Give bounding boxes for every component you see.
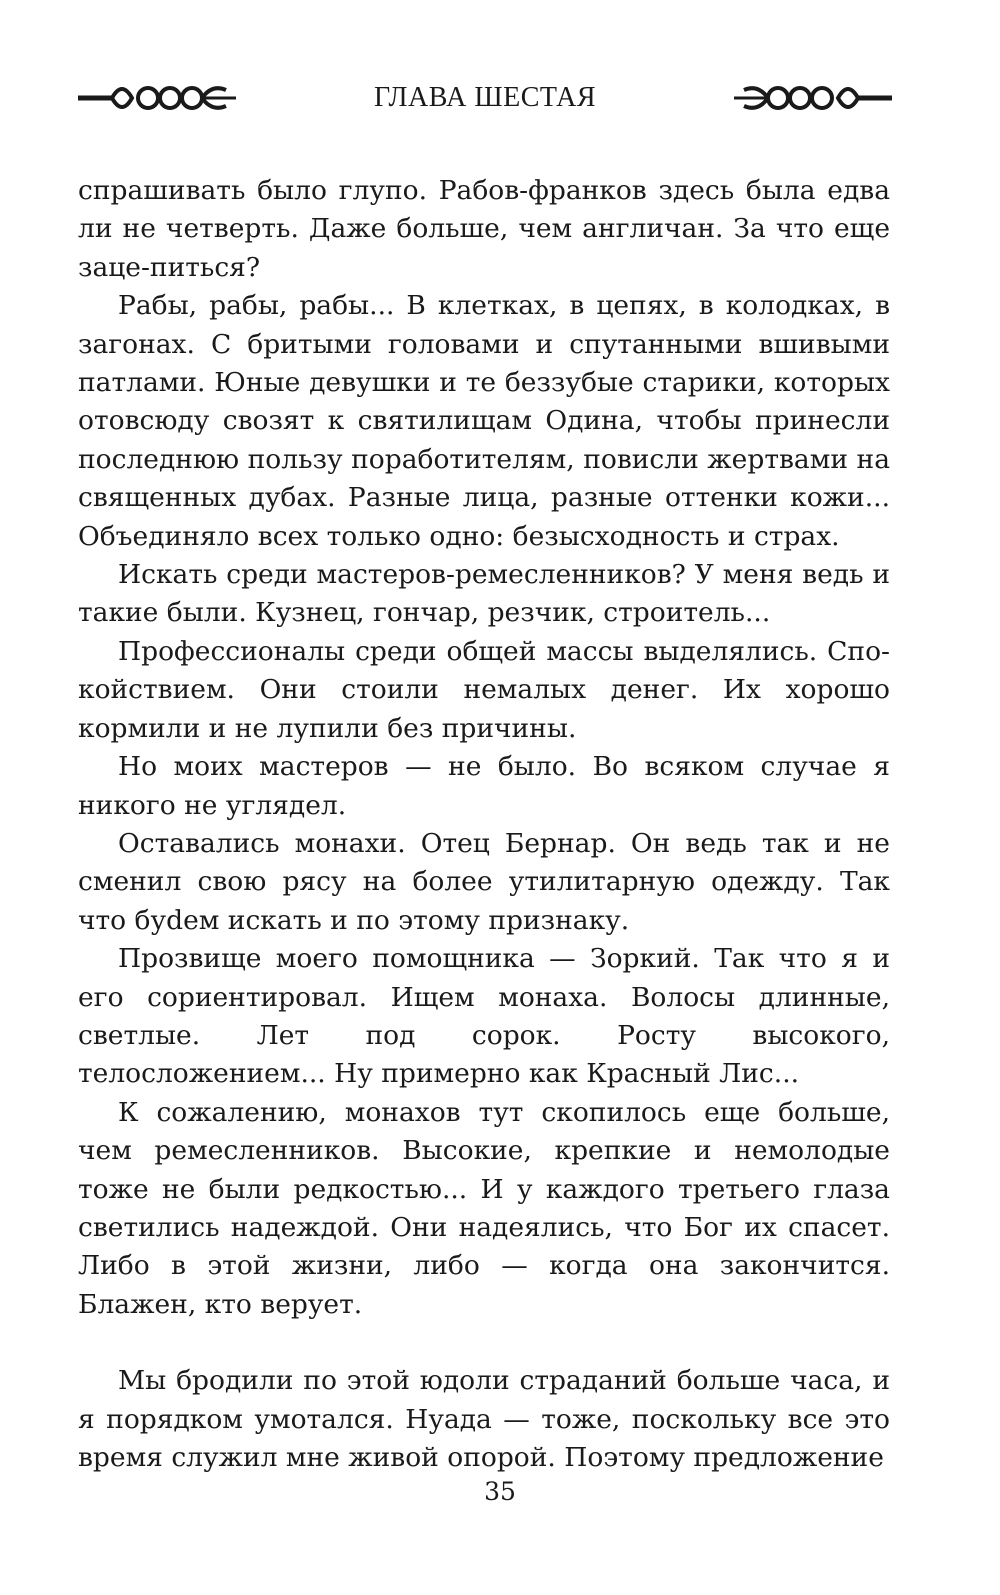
paragraph: спрашивать было глупо. Рабов-франков здесь была едва ли не четверть. Даже больше, чем англичан. За что еще заце-питься? (78, 175, 890, 283)
paragraph: К сожалению, монахов тут скопилось еще больше, чем ремесленников. Высокие, крепкие и немолодые тоже не были редкостью... И у каждого третьего глаза светились надеждой. Они надеялись, что Бог их спасет. Либо в этой жизни, либо — когда она закончится. Блажен, кто верует. (78, 1096, 890, 1320)
page-text (78, 172, 890, 1477)
paragraph: Искать среди мастеров-ремесленников? У меня ведь и такие были. Кузнец, гончар, резчик, строитель... (78, 559, 890, 629)
paragraph: Прозвище моего помощника — Зоркий. Так что я и его сориентировал. Ищем монаха. Волосы длинные, светлые. Лет под сорок. Росту высокого, телосложением... Ну примерно как Красный Лис... (78, 943, 890, 1090)
paragraph: Оставались монахи. Отец Бернар. Он ведь так и не сменил свою рясу на более утилитарную одежду. Так что буdем искать и по этому признаку. (78, 827, 890, 936)
paragraph: Мы бродили по этой юдоли страданий больше часа, и я порядком умотался. Нуада — тоже, поскольку все это время служил мне живой опорой. Поэтому предложение (78, 1365, 890, 1473)
page-number: 35 (484, 1477, 516, 1506)
celtic-knot-ornament-icon (732, 76, 892, 120)
chapter-header (78, 68, 892, 128)
chapter-title: ГЛАВА ШЕСТАЯ (373, 82, 597, 113)
paragraph: Профессионалы среди общей массы выделялись. Спокойствием. Они стоили немалых денег. Их хорошо кормили и не лупили без причины. (78, 635, 890, 744)
paragraph: Но моих мастеров — не было. Во всяком случае я никого не углядел. (78, 751, 890, 821)
paragraph: Рабы, рабы, рабы... В клетках, в цепях, в колодках, в загонах. С бритыми головами и спутанными вшивыми патлами. Юные девушки и те беззубые старики, которых отовсюду свозят к святилищам Одина, чтобы принесли последнюю пользу поработителям, повисли жертвами на священных дубах. Разные лица, разные оттенки кожи... Объединяло всех только одно: безысходность и страх. (78, 290, 890, 552)
